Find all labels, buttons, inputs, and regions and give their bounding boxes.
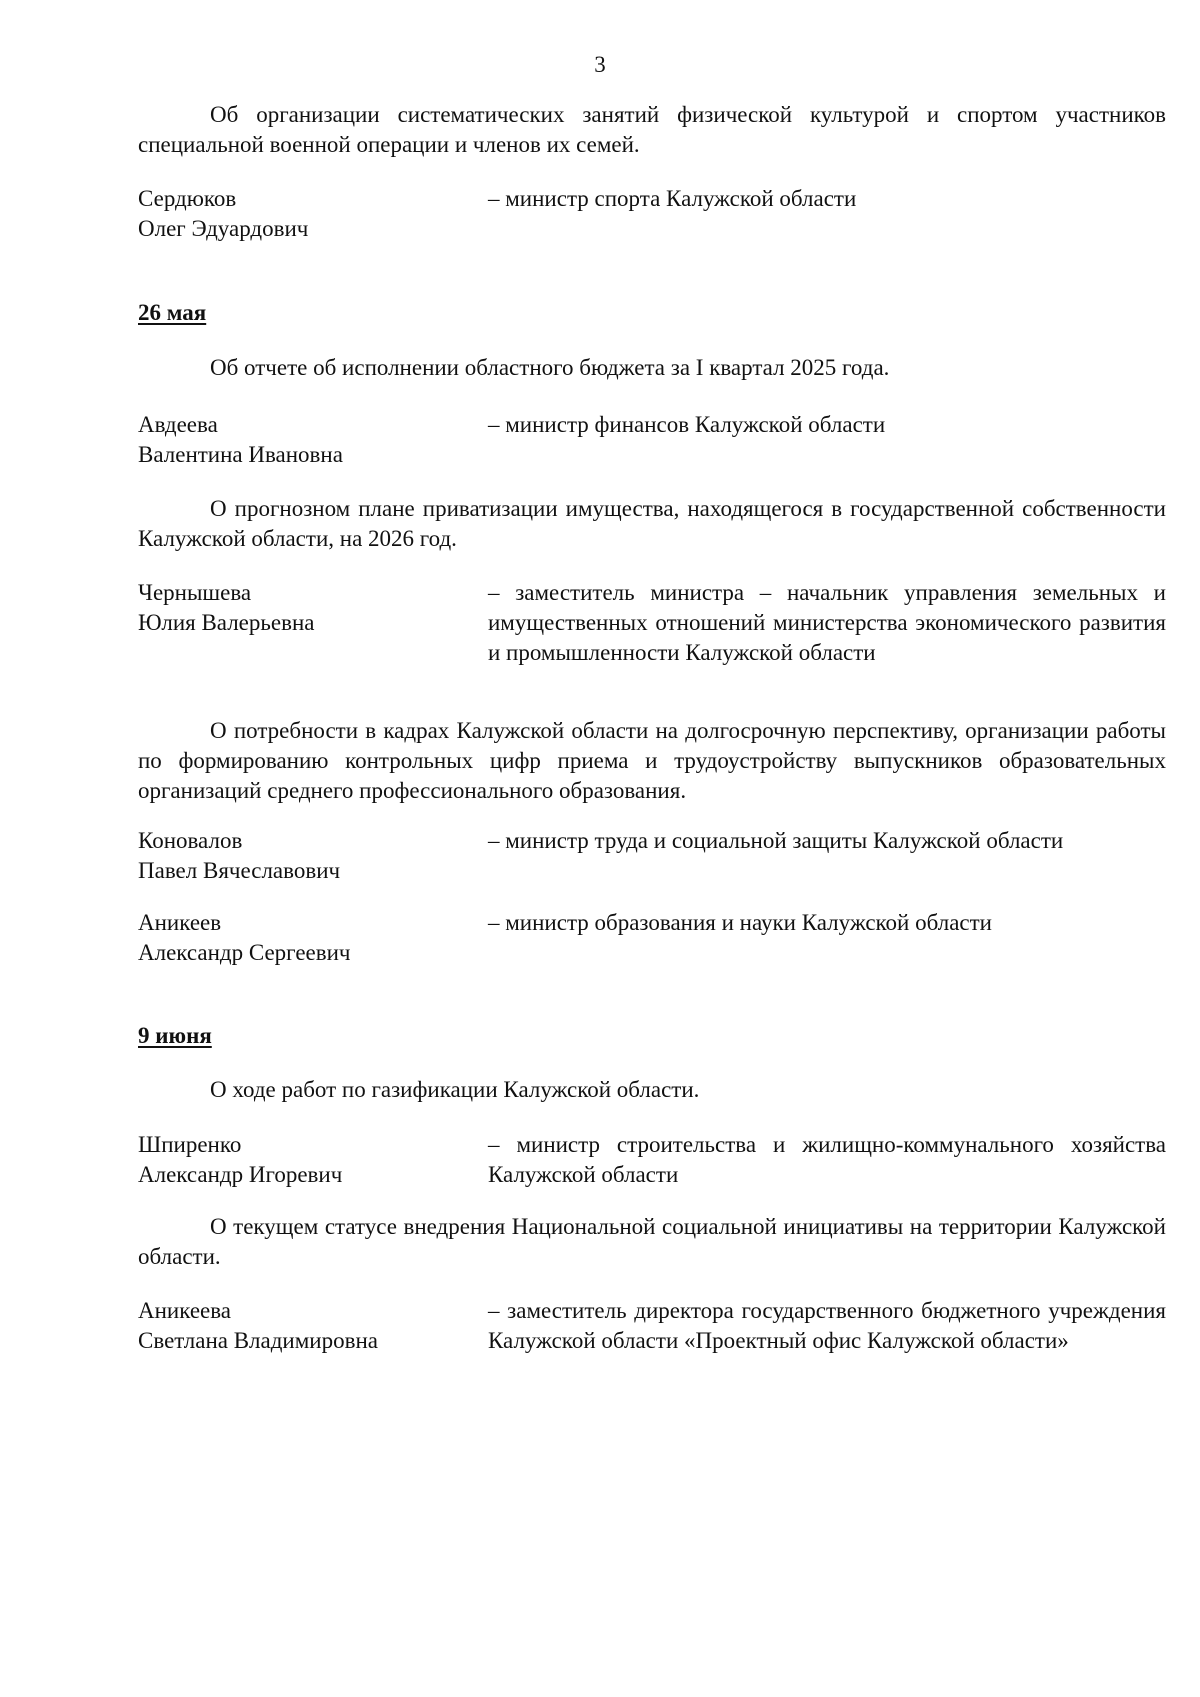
speaker-anikeev bbox=[138, 908, 1166, 968]
agenda-topic-privatization: О прогнозном плане приватизации имущества, находящегося в государственной собственности Калужской области, на 2026 год. bbox=[138, 496, 1166, 551]
speaker-role: – министр труда и социальной защиты Калужской области bbox=[488, 828, 1064, 853]
speaker-konovalov bbox=[138, 826, 1166, 886]
speaker-name bbox=[138, 184, 488, 244]
speaker-anikeeva bbox=[138, 1296, 1166, 1356]
speaker-given-name: Александр Игоревич bbox=[138, 1162, 343, 1187]
speaker-surname: Коновалов bbox=[138, 828, 243, 853]
speaker-surname: Аникеев bbox=[138, 910, 222, 935]
agenda-topic-personnel: О потребности в кадрах Калужской области на долгосрочную перспективу, организации работы по формированию контрольных цифр приема и трудоустройству выпускников образовательных организаций среднего профессионального образования. bbox=[138, 718, 1166, 803]
speaker-role: – заместитель министра – начальник управления земельных и имущественных отношений министерства экономического развития и промышленности Калужской области bbox=[488, 580, 1166, 665]
date-heading-june-9: 9 июня bbox=[138, 1023, 212, 1048]
speaker-name bbox=[138, 410, 488, 470]
speaker-name bbox=[138, 908, 488, 968]
speaker-surname: Аникеева bbox=[138, 1298, 232, 1323]
speaker-role: – министр спорта Калужской области bbox=[488, 186, 857, 211]
speaker-name bbox=[138, 1130, 488, 1190]
speaker-surname: Шпиренко bbox=[138, 1132, 242, 1157]
speaker-given-name: Павел Вячеславович bbox=[138, 858, 341, 883]
agenda-topic-sport: Об организации систематических занятий физической культурой и спортом участников специальной военной операции и членов их семей. bbox=[138, 102, 1166, 157]
speaker-role: – министр финансов Калужской области bbox=[488, 412, 886, 437]
speaker-given-name: Юлия Валерьевна bbox=[138, 610, 315, 635]
speaker-name bbox=[138, 578, 488, 668]
speaker-given-name: Александр Сергеевич bbox=[138, 940, 351, 965]
speaker-given-name: Олег Эдуардович bbox=[138, 216, 309, 241]
page-number: 3 bbox=[594, 52, 606, 77]
speaker-shpirenko bbox=[138, 1130, 1166, 1190]
speaker-serdyukov bbox=[138, 184, 1166, 244]
agenda-topic-national-initiative: О текущем статусе внедрения Национальной социальной инициативы на территории Калужской области. bbox=[138, 1214, 1166, 1269]
speaker-avdeeva bbox=[138, 410, 1166, 470]
speaker-given-name: Валентина Ивановна bbox=[138, 442, 343, 467]
speaker-name bbox=[138, 826, 488, 886]
speaker-given-name: Светлана Владимировна bbox=[138, 1328, 378, 1353]
agenda-topic-budget: Об отчете об исполнении областного бюджета за I квартал 2025 года. bbox=[210, 355, 890, 380]
speaker-name bbox=[138, 1296, 488, 1356]
speaker-role: – министр строительства и жилищно-коммунального хозяйства Калужской области bbox=[488, 1132, 1166, 1187]
speaker-chernysheva bbox=[138, 578, 1166, 668]
speaker-role: – заместитель директора государственного бюджетного учреждения Калужской области «Проектный офис Калужской области» bbox=[488, 1298, 1166, 1353]
date-heading-may-26: 26 мая bbox=[138, 300, 207, 325]
speaker-surname: Авдеева bbox=[138, 412, 218, 437]
speaker-surname: Сердюков bbox=[138, 186, 237, 211]
agenda-topic-gasification: О ходе работ по газификации Калужской области. bbox=[210, 1077, 700, 1102]
speaker-surname: Чернышева bbox=[138, 580, 252, 605]
speaker-role: – министр образования и науки Калужской области bbox=[488, 910, 992, 935]
